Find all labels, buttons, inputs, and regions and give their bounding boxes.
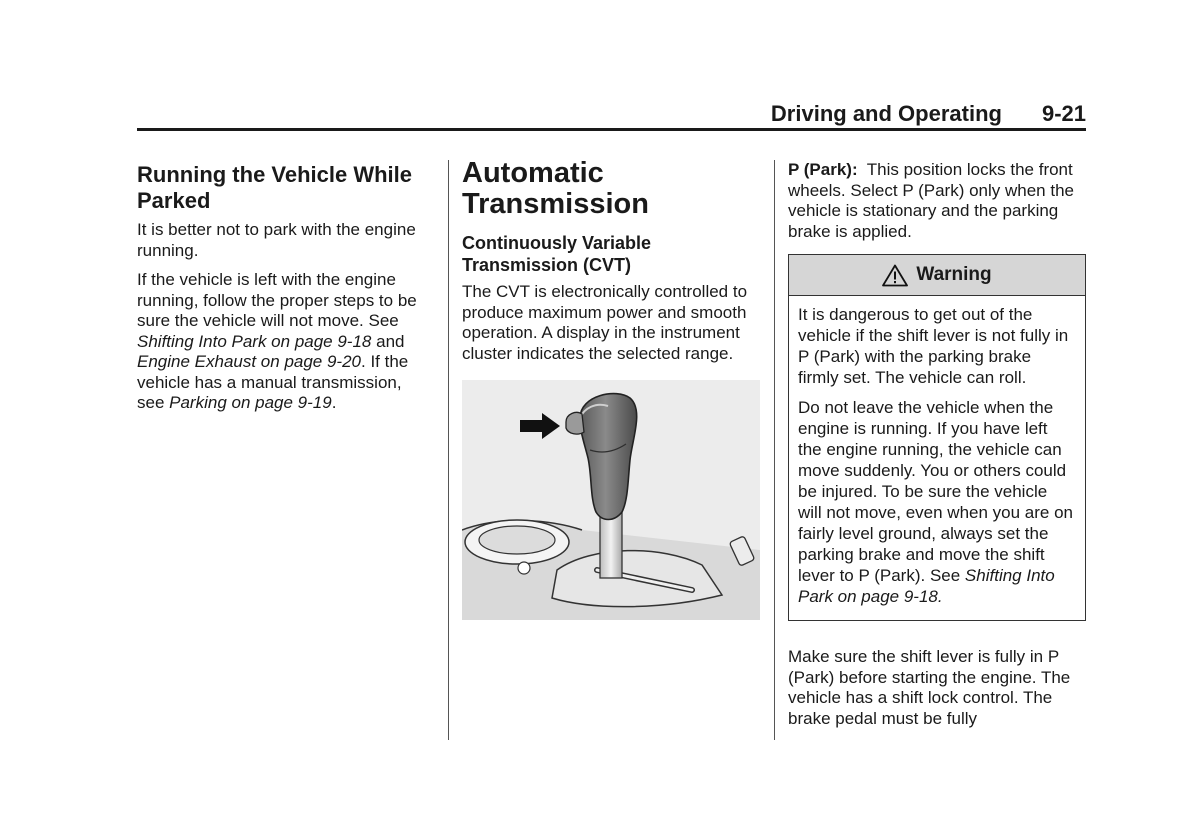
shift-lever-illustration: [462, 380, 760, 620]
section-title-running-parked: Running the Vehicle While Parked: [137, 162, 413, 213]
header-section-title: Driving and Operating: [770, 101, 1002, 126]
column-3: [788, 160, 1086, 738]
page-header: [137, 100, 1086, 128]
warning-header: [789, 255, 1085, 296]
column-divider-2: [774, 160, 775, 740]
warning-body: [789, 296, 1085, 620]
warning-box: [788, 254, 1086, 621]
cross-ref-parking[interactable]: Parking on page 9-19: [169, 393, 332, 412]
paragraph-left-running: [137, 270, 432, 414]
text-run: Do not leave the vehicle when the engine is running. If you have left the engine running, the vehicle can move suddenly. You or others could be injured. To be sure the vehicle will not move, even when you are on fairly level ground, always set the parking brake and move the shift lever to P (Park). See: [798, 398, 1073, 585]
warning-label: Warning: [916, 264, 992, 285]
column-divider-1: [448, 160, 449, 740]
cross-ref-shifting-into-park[interactable]: Shifting Into Park on page 9-18: [137, 331, 372, 351]
header-rule: [137, 128, 1086, 131]
column-1: [137, 158, 432, 423]
text-run: and: [371, 331, 405, 351]
subsection-title-cvt: Continuously Variable Transmission (CVT): [462, 233, 652, 275]
header-page-number: 9-21: [1041, 101, 1086, 126]
column-2: [462, 158, 760, 620]
paragraph-park-position: [788, 160, 1086, 242]
text-run: If the vehicle is left with the engine running, follow the proper steps to be sure the vehicle will not move. See: [137, 270, 417, 330]
paragraph-not-park-running: It is better not to park with the engine running.: [137, 220, 416, 260]
warning-paragraph-1: It is dangerous to get out of the vehicle if the shift lever is not fully in P (Park) with the parking brake firmly set. The vehicle can roll.: [798, 305, 1069, 387]
term-park: P (Park):: [788, 160, 858, 179]
warning-paragraph-2: [798, 397, 1075, 607]
text-run: This position locks the front wheels. Select P (Park) only when the vehicle is stationary and the parking brake is applied.: [788, 160, 1079, 241]
text-run: .: [331, 393, 337, 412]
shift-lever-drawing: [462, 380, 760, 620]
paragraph-shift-lock: Make sure the shift lever is fully in P (Park) before starting the engine. The vehicle has a shift lock control. The brake pedal must be fully: [788, 647, 1071, 728]
text-run: . If the vehicle has a manual transmission, see: [137, 352, 409, 412]
pointer-arrow-icon: [520, 413, 560, 439]
text-run: .: [937, 587, 943, 606]
cross-ref-engine-exhaust[interactable]: Engine Exhaust on page 9-20: [137, 352, 362, 371]
paragraph-cvt-description: The CVT is electronically controlled to produce maximum power and smooth operation. A display in the instrument cluster indicates the selected range.: [462, 282, 748, 363]
warning-triangle-icon: [882, 264, 908, 287]
chapter-title-automatic-transmission: Automatic Transmission: [462, 157, 649, 220]
cross-ref-shifting-into-park[interactable]: Shifting Into Park on page 9-18: [798, 566, 1055, 606]
